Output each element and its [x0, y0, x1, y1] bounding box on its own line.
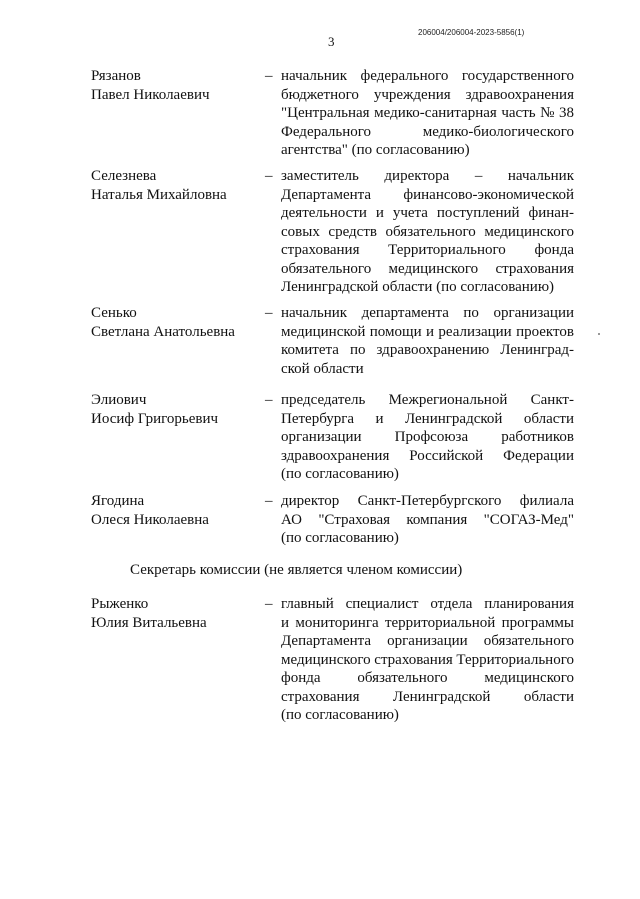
- member-position: [281, 67, 574, 160]
- dash-separator: –: [265, 168, 273, 184]
- position-text-line: председатель Межрегиональной Санкт-: [281, 392, 574, 408]
- member-position: [281, 304, 574, 378]
- position-text-line: (по согласованию): [281, 530, 399, 546]
- position-text-line: медицинского страхования Территориального: [281, 651, 574, 668]
- member-given-names: Павел Николаевич: [91, 86, 210, 103]
- member-surname: Элиович: [91, 392, 147, 408]
- position-text-line: фонда обязательного медицинского: [281, 670, 574, 686]
- position-text-line: комитета по здравоохранению Ленинград-: [281, 342, 574, 358]
- position-text-line: и мониторинга территориальной программы: [281, 614, 574, 631]
- secretary-surname: Рыженко: [91, 596, 149, 612]
- member-position: [281, 492, 574, 548]
- member-given-names: Олеся Николаевна: [91, 511, 209, 528]
- dash-separator: –: [265, 493, 273, 509]
- position-text-line: Департамента финансово-экономической: [281, 186, 574, 203]
- position-text-line: АО "Страховая компания "СОГАЗ-Мед": [281, 511, 574, 528]
- document-id: 206004/206004-2023-5856(1): [418, 28, 525, 37]
- member-surname: Селезнева: [91, 168, 157, 184]
- position-text-line: директор Санкт-Петербургского филиала: [281, 493, 574, 509]
- position-text-line: обязательного медицинского страхования: [281, 260, 574, 277]
- dash-separator: –: [265, 305, 273, 321]
- dash-separator: –: [265, 596, 273, 612]
- dash-separator: –: [265, 68, 273, 84]
- member-given-names: Наталья Михайловна: [91, 186, 227, 203]
- member-name: [91, 167, 261, 204]
- position-text-line: начальник федерального государственного: [281, 68, 574, 84]
- position-text-line: организации Профсоюза работников: [281, 429, 574, 445]
- secretary-heading: Секретарь комиссии (не является членом комиссии): [130, 562, 463, 578]
- member-given-names: Светлана Анатольевна: [91, 323, 235, 340]
- position-text-line: главный специалист отдела планирования: [281, 596, 574, 612]
- dash-separator: –: [265, 392, 273, 408]
- position-text-line: совых средств обязательного медицинского: [281, 223, 574, 240]
- member-name: [91, 67, 261, 104]
- position-text-line: (по согласованию): [281, 466, 399, 482]
- position-text-line: "Центральная медико-санитарная часть № 38: [281, 105, 574, 121]
- position-text-line: деятельности и учета поступлений финан-: [281, 205, 574, 221]
- member-surname: Ягодина: [91, 493, 145, 509]
- member-position: [281, 167, 574, 297]
- member-surname: Рязанов: [91, 68, 141, 84]
- position-text-line: Департамента организации обязательного: [281, 633, 574, 649]
- member-name: [91, 304, 261, 341]
- position-text-line: Ленинградской области (по согласованию): [281, 279, 555, 295]
- member-name: [91, 492, 261, 529]
- member-surname: Сенько: [91, 305, 137, 321]
- member-given-names: Иосиф Григорьевич: [91, 410, 219, 427]
- position-text-line: ской области: [281, 360, 364, 377]
- position-text-line: страхования Ленинградской области: [281, 688, 574, 705]
- position-text-line: здравоохранения Российской Федерации: [281, 447, 574, 464]
- position-text-line: начальник департамента по организации: [281, 305, 574, 321]
- scan-speck: [598, 333, 600, 335]
- position-text-line: (по согласованию): [281, 707, 399, 723]
- position-text-line: страхования Территориального фонда: [281, 242, 574, 258]
- position-text-line: Федерального медико-биологического: [281, 123, 574, 140]
- position-text-line: Петербурга и Ленинградской области: [281, 410, 574, 427]
- position-text-line: медицинской помощи и реализации проектов: [281, 323, 574, 340]
- secretary-given-names: Юлия Витальевна: [91, 614, 207, 631]
- position-text-line: заместитель директора – начальник: [281, 168, 574, 184]
- member-position: [281, 391, 574, 484]
- page-number: 3: [328, 34, 335, 49]
- member-name: [91, 391, 261, 428]
- secretary-position: [281, 595, 574, 725]
- position-text-line: агентства" (по согласованию): [281, 142, 470, 158]
- secretary-name: [91, 595, 261, 632]
- position-text-line: бюджетного учреждения здравоохранения: [281, 86, 574, 103]
